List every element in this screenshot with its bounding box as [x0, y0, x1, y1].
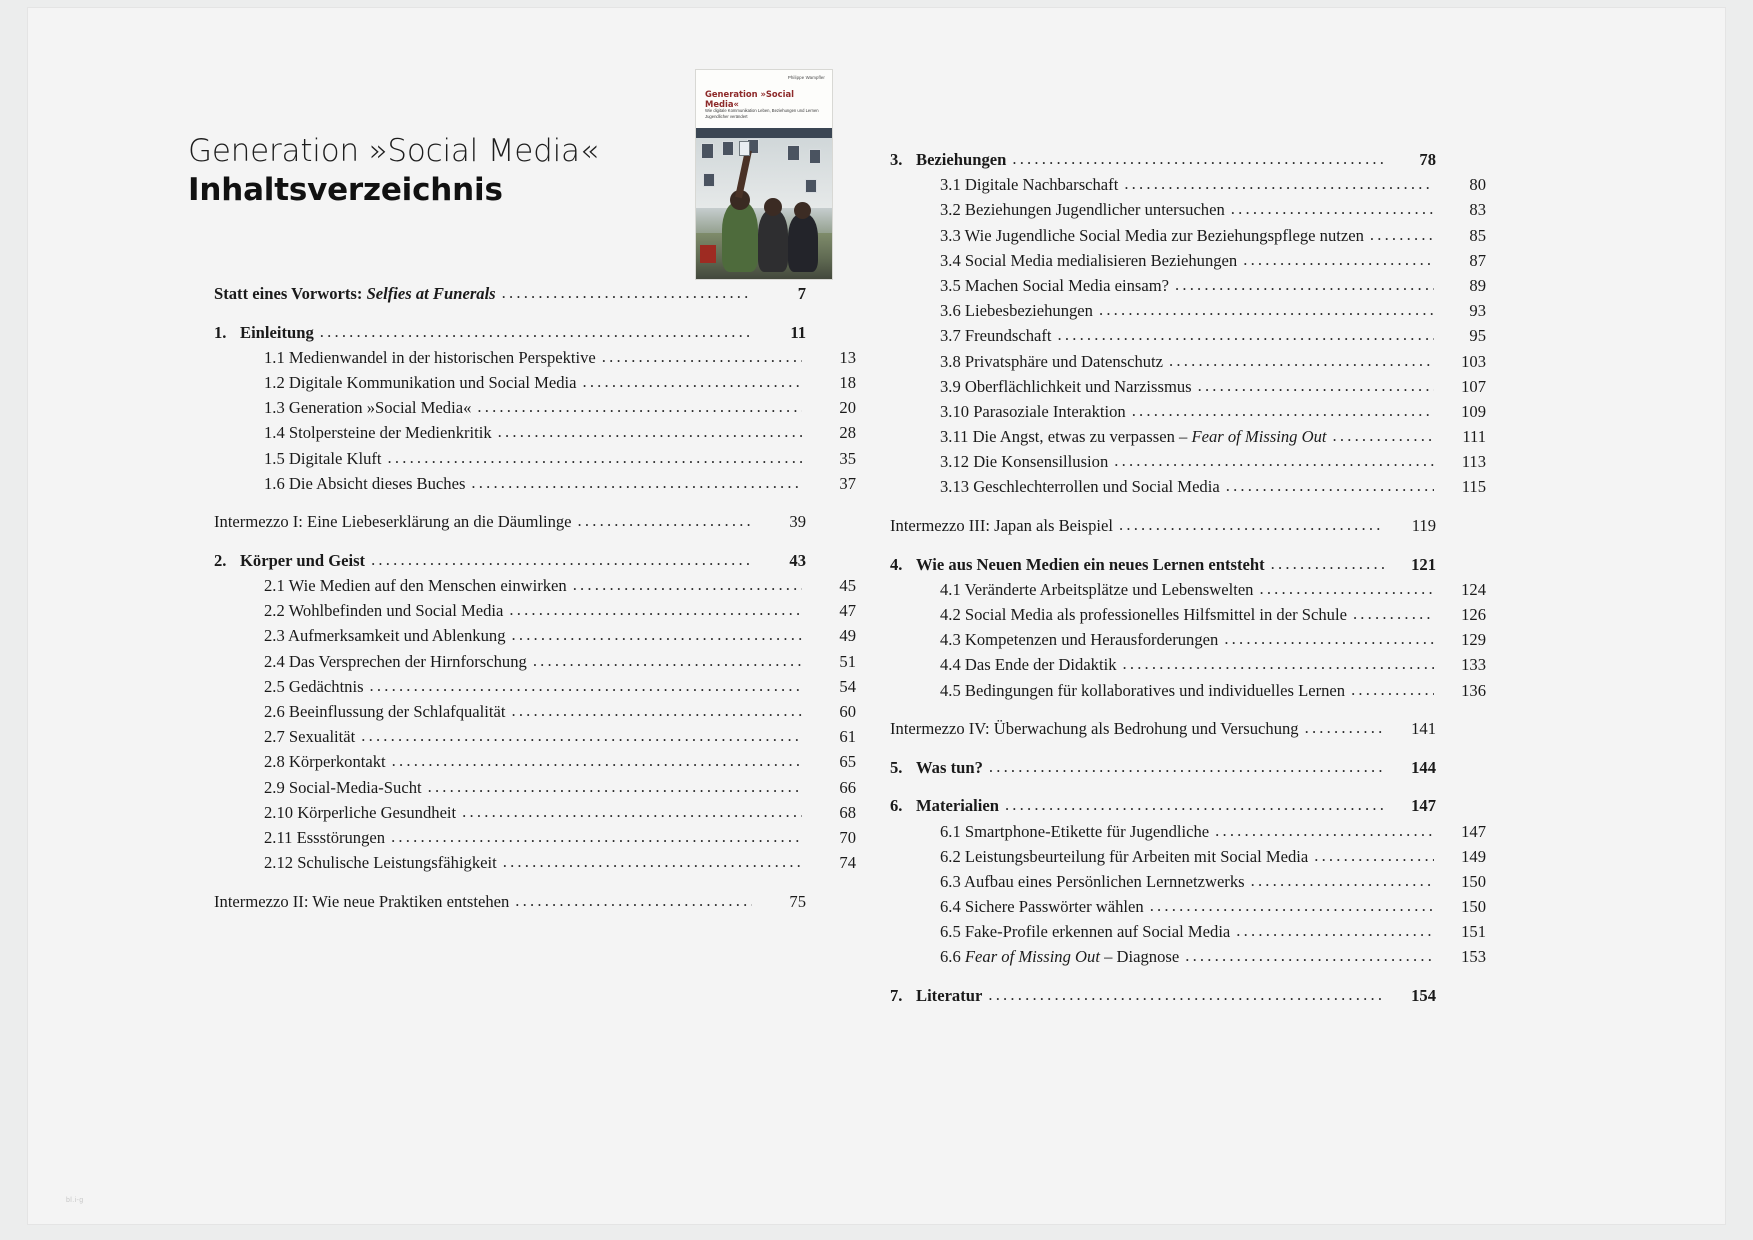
toc-entry-page-number: 74: [839, 853, 856, 873]
toc-dot-leader: [1353, 606, 1434, 623]
cover-photo: [696, 128, 832, 279]
toc-entry-label: 4.2 Social Media als professionelles Hilfsmittel in der Schule: [940, 605, 1347, 624]
toc-entry-label: 3.7 Freundschaft: [940, 326, 1052, 346]
toc-dot-leader: [1231, 201, 1434, 218]
toc-dot-leader: [1114, 453, 1434, 470]
toc-entry-label: 6.2 Leistungsbeurteilung für Arbeiten mit Social Media: [940, 846, 1309, 866]
toc-entry-label: 3.1 Digitale Nachbarschaft: [940, 175, 1119, 195]
toc-entry-inter[interactable]: [214, 891, 806, 911]
toc-entry-label: 2.6 Beeinflussung der Schlafqualität: [264, 702, 506, 722]
toc-dot-leader: [1226, 478, 1434, 495]
toc-entry-label: 3.2 Beziehungen Jugendlicher untersuchen: [940, 200, 1225, 220]
toc-entry-sub[interactable]: [890, 899, 1486, 916]
toc-entry-page-number: 136: [1461, 680, 1486, 700]
toc-entry-label: 2.8 Körperkontakt: [264, 752, 386, 772]
toc-entry-number: 2.: [214, 550, 227, 570]
toc-dot-leader: [533, 653, 802, 670]
toc-entry-number: 5.: [890, 757, 903, 777]
toc-entry-sub[interactable]: [214, 777, 856, 797]
toc-entry-label: 1.5 Digitale Kluft: [264, 448, 382, 468]
toc-entry-label: 2.9 Social-Media-Sucht: [264, 777, 422, 797]
toc-entry-label: 2.11 Essstörungen: [264, 827, 386, 847]
toc-entry-sub[interactable]: [890, 579, 1486, 599]
toc-dot-leader: [503, 854, 802, 871]
toc-entry-label: 4.4 Das Ende der Didaktik: [940, 655, 1117, 675]
toc-entry-sub[interactable]: [890, 607, 1486, 624]
toc-entry-inter[interactable]: [890, 721, 1436, 738]
toc-dot-leader: [989, 759, 1384, 776]
toc-entry-page-number: 39: [789, 512, 806, 532]
toc-entry-page-number: 75: [789, 891, 806, 911]
toc-entry-label: 3.8 Privatsphäre und Datenschutz: [940, 351, 1164, 371]
toc-entry-label: 6.4 Sichere Passwörter wählen: [940, 897, 1144, 917]
toc-entry-sub[interactable]: [214, 400, 856, 417]
toc-entry-sub[interactable]: [890, 303, 1486, 320]
toc-dot-leader: [428, 779, 802, 796]
toc-entry-page-number: 133: [1461, 655, 1486, 675]
toc-entry-label: Intermezzo IV: Überwachung als Bedrohung und Versuchung: [890, 719, 1299, 739]
toc-entry-page-number: 95: [1469, 326, 1486, 346]
toc-entry-page-number: 89: [1469, 275, 1486, 295]
toc-dot-leader: [498, 424, 802, 441]
toc-entry-page-number: 141: [1411, 719, 1436, 739]
toc-entry-label: 4.3 Kompetenzen und Herausforderungen: [940, 630, 1219, 650]
toc-dot-leader: [1132, 403, 1434, 420]
toc-entry-sub[interactable]: [214, 651, 856, 671]
toc-entry-page-number: 7: [797, 284, 806, 303]
toc-entry-label: Beziehungen: [916, 150, 1007, 169]
toc-entry-sub[interactable]: [214, 372, 856, 392]
toc-entry-page-number: 87: [1469, 250, 1486, 270]
toc-dot-leader: [582, 374, 802, 391]
toc-entry-label: Körper und Geist: [240, 550, 366, 570]
toc-entry-page-number: 70: [839, 827, 856, 847]
toc-entry-page-number: 126: [1461, 605, 1486, 624]
toc-dot-leader: [509, 602, 802, 619]
toc-entry-sub[interactable]: [214, 754, 856, 771]
toc-dot-leader: [1099, 302, 1434, 319]
toc-dot-leader: [370, 678, 802, 695]
toc-dot-leader: [1150, 898, 1434, 915]
toc-entry-page-number: 113: [1461, 452, 1486, 472]
toc-dot-leader: [602, 349, 802, 366]
toc-entry-chapter[interactable]: [214, 322, 806, 342]
toc-entry-label-italic: Fear of Missing Out: [964, 947, 1100, 967]
toc-entry-page-number: 20: [839, 398, 856, 418]
toc-entry-sub[interactable]: [214, 448, 856, 468]
toc-dot-leader: [1005, 797, 1384, 814]
toc-entry-label: 4.5 Bedingungen für kollaboratives und individuelles Lernen: [940, 680, 1346, 700]
toc-dot-leader: [1251, 873, 1434, 890]
toc-dot-leader: [1314, 848, 1434, 865]
toc-column-left: [214, 284, 856, 919]
toc-entry-label: 2.3 Aufmerksamkeit und Ablenkung: [264, 626, 506, 646]
toc-entry-page-number: 149: [1461, 846, 1486, 866]
toc-entry-page-number: 80: [1469, 175, 1486, 195]
toc-dot-leader: [1370, 227, 1434, 244]
toc-entry-chapter[interactable]: [890, 757, 1436, 777]
toc-entry-sub[interactable]: [890, 328, 1486, 345]
toc-dot-leader: [1123, 656, 1435, 673]
toc-column-right: [890, 150, 1486, 1013]
toc-entry-label: 6.1 Smartphone-Etikette für Jugendliche: [940, 821, 1210, 841]
toc-entry-page-number: 109: [1461, 401, 1486, 421]
toc-dot-leader: [1333, 428, 1434, 445]
toc-entry-label: 3.4 Social Media medialisieren Beziehungen: [940, 250, 1238, 270]
toc-entry-label: 4.1 Veränderte Arbeitsplätze und Lebenswelten: [940, 579, 1254, 599]
toc-dot-leader: [1236, 923, 1434, 940]
toc-dot-leader: [988, 987, 1384, 1004]
page-watermark: bl.i-g: [66, 1197, 84, 1204]
toc-dot-leader: [1224, 631, 1434, 648]
toc-entry-page-number: 35: [839, 448, 856, 468]
toc-dot-leader: [471, 475, 802, 492]
toc-entry-label: 3.12 Die Konsensillusion: [940, 452, 1109, 472]
toc-entry-chapter[interactable]: [214, 550, 806, 570]
book-cover-thumbnail: [696, 70, 832, 279]
toc-entry-page-number: 85: [1469, 225, 1486, 245]
toc-entry-page-number: 47: [839, 601, 856, 621]
toc-entry-label: 1.6 Die Absicht dieses Buches: [264, 473, 466, 493]
toc-entry-label: Was tun?: [916, 757, 983, 777]
toc-entry-label: 3.13 Geschlechterrollen und Social Media: [940, 477, 1220, 497]
toc-entry-label: 6.5 Fake-Profile erkennen auf Social Media: [940, 922, 1231, 942]
toc-entry-page-number: 124: [1461, 579, 1486, 599]
toc-dot-leader: [1271, 556, 1384, 573]
toc-entry-page-number: 153: [1461, 947, 1486, 967]
toc-entry-label-italic: Fear of Missing Out: [1191, 427, 1327, 447]
toc-entry-number: 6.: [890, 796, 903, 816]
toc-entry-sub[interactable]: [890, 250, 1486, 270]
toc-entry-sub[interactable]: [214, 473, 856, 493]
toc-entry-sub[interactable]: [890, 376, 1486, 396]
cover-subtitle: Wie digitale Kommunikation Leben, Beziehungen und Lernen Jugendlicher verändert: [705, 108, 819, 120]
toc-entry-sub[interactable]: [890, 949, 1486, 966]
toc-entry-label: Literatur: [916, 986, 983, 1006]
toc-entry-page-number: 43: [789, 550, 806, 570]
toc-dot-leader: [1058, 327, 1434, 344]
toc-entry-label: 6.3 Aufbau eines Persönlichen Lernnetzwerks: [940, 871, 1245, 891]
toc-entry-sub[interactable]: [214, 628, 856, 645]
toc-entry-chapter[interactable]: [890, 798, 1436, 815]
toc-entry-sub[interactable]: [214, 704, 856, 721]
toc-entry-sub[interactable]: [214, 425, 856, 442]
toc-entry-sub[interactable]: [890, 454, 1486, 471]
toc-entry-number: 3.: [890, 150, 903, 169]
toc-dot-leader: [361, 728, 802, 745]
toc-dot-leader: [515, 893, 752, 910]
toc-entry-sub[interactable]: [890, 177, 1486, 194]
toc-entry-label: 3.10 Parasoziale Interaktion: [940, 401, 1126, 421]
toc-entry-label: 1.1 Medienwandel in der historischen Perspektive: [264, 347, 596, 367]
toc-entry-page-number: 144: [1411, 757, 1436, 777]
toc-dot-leader: [502, 285, 752, 302]
toc-entry-page-number: 151: [1461, 922, 1486, 942]
toc-entry-sub[interactable]: [890, 821, 1486, 841]
toc-dot-leader: [1175, 277, 1434, 294]
toc-entry-sub[interactable]: [890, 680, 1486, 700]
toc-entry-page-number: 103: [1461, 351, 1486, 371]
toc-entry-page-number: 45: [839, 576, 856, 596]
toc-entry-sub[interactable]: [214, 827, 856, 847]
toc-dot-leader: [1351, 682, 1434, 699]
toc-entry-chapter[interactable]: [890, 152, 1436, 169]
toc-entry-page-number: 54: [839, 676, 856, 696]
toc-entry-sub[interactable]: [890, 429, 1486, 446]
toc-dot-leader: [1012, 151, 1384, 168]
toc-entry-page-number: 121: [1411, 554, 1436, 574]
toc-dot-leader: [320, 324, 752, 341]
toc-entry-page-number: 154: [1411, 986, 1436, 1006]
toc-entry-sub[interactable]: [890, 871, 1486, 891]
toc-entry-sub[interactable]: [890, 479, 1486, 496]
toc-dot-leader: [511, 703, 802, 720]
toc-dot-leader: [1259, 581, 1434, 598]
toc-entry-label: Intermezzo II: Wie neue Praktiken entstehen: [214, 891, 510, 911]
toc-entry-sub[interactable]: [890, 632, 1486, 649]
toc-entry-page-number: 111: [1462, 427, 1486, 447]
toc-dot-leader: [1215, 823, 1434, 840]
toc-entry-label: 2.10 Körperliche Gesundheit: [264, 802, 457, 822]
toc-entry-page-number: 37: [839, 473, 856, 493]
toc-entry-page-number: 147: [1461, 821, 1486, 841]
toc-entry-page-number: 28: [839, 423, 856, 443]
cover-title: Generation »Social Media«: [705, 89, 795, 109]
toc-dot-leader: [1243, 252, 1434, 269]
toc-dot-leader: [1169, 353, 1434, 370]
toc-dot-leader: [388, 450, 802, 467]
toc-dot-leader: [391, 829, 802, 846]
toc-entry-inter[interactable]: [890, 518, 1436, 535]
toc-dot-leader: [1198, 378, 1434, 395]
toc-entry-page-number: 83: [1469, 200, 1486, 220]
toc-entry-page-number: 150: [1461, 871, 1486, 891]
toc-entry-page-number: 60: [839, 702, 856, 722]
toc-dot-leader: [477, 399, 802, 416]
toc-entry-page-number: 51: [839, 651, 856, 671]
toc-entry-label: 2.4 Das Versprechen der Hirnforschung: [264, 651, 527, 671]
toc-entry-sub[interactable]: [890, 202, 1486, 219]
toc-entry-page-number: 115: [1461, 477, 1486, 497]
toc-entry-label: Einleitung: [240, 322, 314, 342]
toc-entry-inter[interactable]: [214, 514, 806, 531]
toc-entry-page-number: 93: [1469, 301, 1486, 321]
toc-entry-sub[interactable]: [214, 855, 856, 872]
toc-entry-sub[interactable]: [890, 846, 1486, 866]
toc-entry-page-number: 68: [839, 802, 856, 822]
toc-entry-chapter[interactable]: [890, 988, 1436, 1005]
toc-entry-sub[interactable]: [214, 347, 856, 367]
toc-entry-label: Wie aus Neuen Medien ein neues Lernen entsteht: [916, 554, 1265, 574]
toc-entry-label-italic: Selfies at Funerals: [366, 284, 496, 303]
toc-dot-leader: [1124, 176, 1434, 193]
toc-entry-label: Materialien: [916, 796, 999, 816]
toc-entry-label: 3.11 Die Angst, etwas zu verpassen – Fear of Missing Out: [940, 427, 1327, 447]
toc-entry-label: 1.2 Digitale Kommunikation und Social Media: [264, 372, 577, 392]
toc-entry-sub[interactable]: [214, 578, 856, 595]
toc-entry-label: Intermezzo III: Japan als Beispiel: [890, 516, 1114, 536]
toc-entry-sub[interactable]: [890, 275, 1486, 295]
toc-entry-sub[interactable]: [890, 657, 1486, 674]
toc-entry-sub[interactable]: [890, 401, 1486, 421]
toc-entry-label: 1.4 Stolpersteine der Medienkritik: [264, 423, 492, 443]
toc-entry-label-tail: – Diagnose: [1099, 947, 1180, 967]
toc-heading: Inhaltsverzeichnis: [188, 171, 503, 208]
toc-dot-leader: [462, 804, 802, 821]
toc-dot-leader: [578, 513, 752, 530]
toc-entry-label: 2.1 Wie Medien auf den Menschen einwirken: [264, 576, 567, 596]
toc-entry-sub[interactable]: [890, 225, 1486, 245]
toc-entry-page-number: 49: [839, 626, 856, 646]
toc-entry-sub[interactable]: [214, 676, 856, 696]
toc-dot-leader: [371, 552, 752, 569]
toc-entry-page-number: 78: [1419, 150, 1436, 169]
toc-entry-page-number: 107: [1461, 376, 1486, 396]
toc-dot-leader: [573, 577, 802, 594]
toc-dot-leader: [1119, 517, 1384, 534]
toc-entry-page-number: 119: [1411, 516, 1436, 536]
toc-entry-page-number: 11: [790, 322, 806, 342]
toc-entry-label: 1.3 Generation »Social Media«: [264, 398, 472, 418]
toc-dot-leader: [1305, 720, 1384, 737]
toc-entry-label: 2.7 Sexualität: [264, 727, 356, 747]
toc-entry-page-number: 66: [839, 777, 856, 797]
toc-entry-label: 3.3 Wie Jugendliche Social Media zur Beziehungspflege nutzen: [940, 225, 1364, 245]
toc-entry-page-number: 150: [1461, 897, 1486, 917]
toc-entry-label: 2.2 Wohlbefinden und Social Media: [264, 601, 504, 621]
toc-entry-page-number: 129: [1461, 630, 1486, 650]
toc-entry-sub[interactable]: [214, 603, 856, 620]
toc-entry-label: Statt eines Vorworts: Selfies at Funerals: [214, 284, 496, 303]
toc-entry-page-number: 147: [1411, 796, 1436, 816]
toc-entry-number: 4.: [890, 554, 903, 574]
toc-dot-leader: [512, 627, 803, 644]
document-page: [28, 8, 1725, 1224]
cover-author: Philippe Wampfler: [787, 75, 825, 80]
toc-entry-label: 3.6 Liebesbeziehungen: [940, 301, 1093, 321]
toc-entry-page-number: 18: [839, 372, 856, 392]
toc-entry-sub[interactable]: [214, 802, 856, 822]
toc-entry-front[interactable]: [214, 286, 806, 303]
toc-entry-label: 3.9 Oberflächlichkeit und Narzissmus: [940, 376, 1192, 396]
toc-entry-label: 2.12 Schulische Leistungsfähigkeit: [264, 853, 497, 873]
toc-entry-sub[interactable]: [890, 351, 1486, 371]
toc-entry-chapter[interactable]: [890, 554, 1436, 574]
toc-entry-label: 2.5 Gedächtnis: [264, 676, 364, 696]
toc-dot-leader: [392, 753, 802, 770]
toc-entry-page-number: 13: [839, 347, 856, 367]
toc-entry-number: 7.: [890, 986, 903, 1006]
toc-entry-label: 3.5 Machen Social Media einsam?: [940, 275, 1170, 295]
toc-entry-sub[interactable]: [214, 729, 856, 746]
toc-dot-leader: [1185, 948, 1434, 965]
toc-entry-label: 6.6 Fear of Missing Out – Diagnose: [940, 947, 1180, 967]
toc-entry-page-number: 61: [839, 727, 856, 747]
toc-entry-page-number: 65: [839, 752, 856, 772]
book-title: Generation »Social Media«: [188, 133, 599, 169]
toc-entry-sub[interactable]: [890, 924, 1486, 941]
toc-entry-number: 1.: [214, 322, 227, 342]
toc-entry-label: Intermezzo I: Eine Liebeserklärung an die Däumlinge: [214, 512, 572, 532]
